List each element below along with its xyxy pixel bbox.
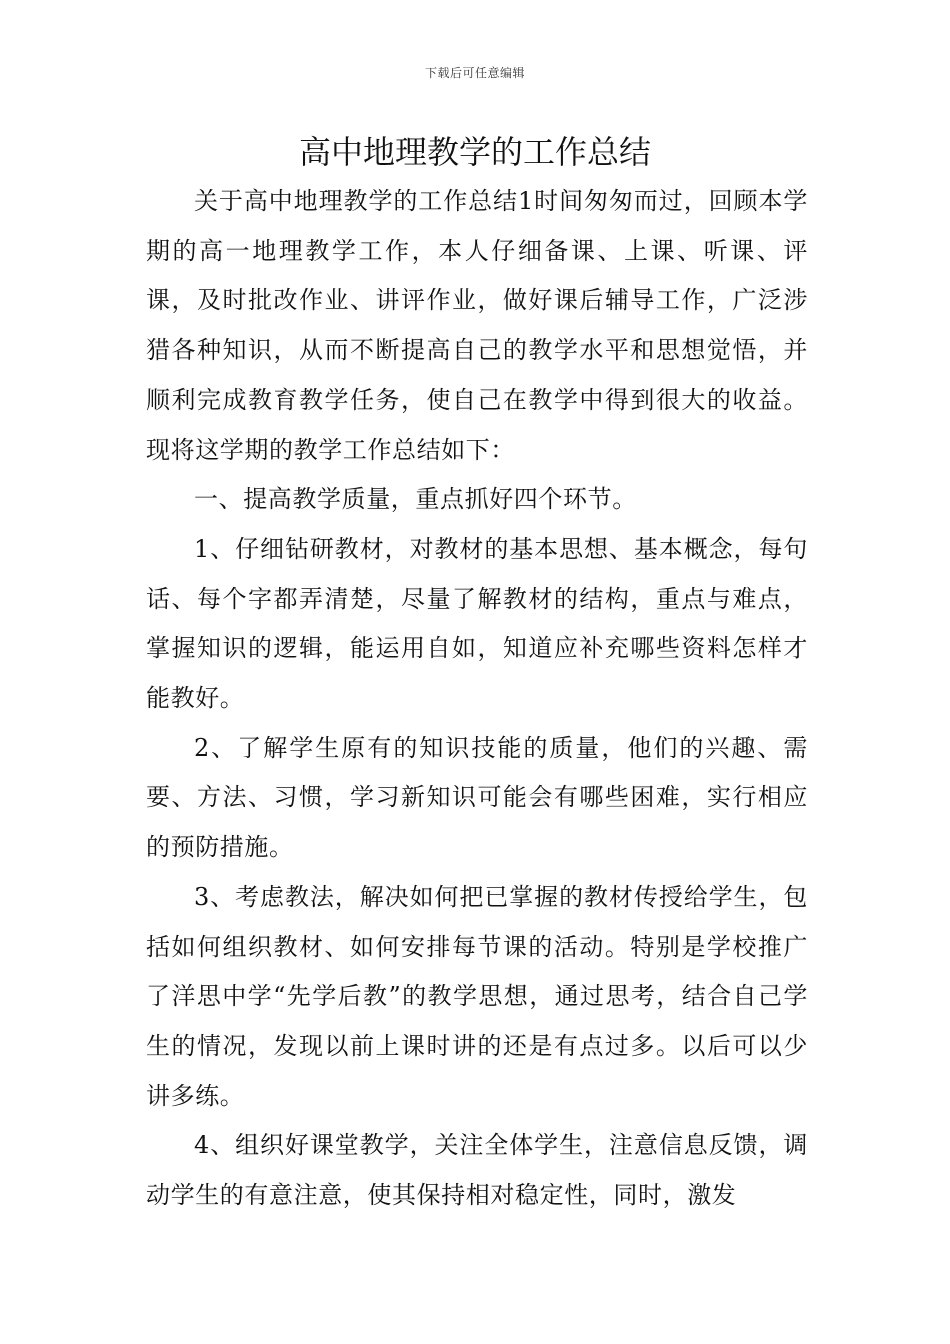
paragraph-point-4: 4、组织好课堂教学，关注全体学生，注意信息反馈，调动学生的有意注意，使其保持相对稳定性，同时，激发	[146, 1131, 808, 1210]
paragraph-point-1: 1、仔细钻研教材，对教材的基本思想、基本概念，每句话、每个字都弄清楚，尽量了解教材的结构，重点与难点，掌握知识的逻辑，能运用自如，知道应补充哪些资料怎样才能教好。	[146, 534, 808, 713]
header-note: 下载后可任意编辑	[424, 66, 525, 80]
document-title: 高中地理教学的工作总结	[298, 133, 651, 171]
paragraph-section-heading: 一、提高教学质量，重点抓好四个环节。	[194, 485, 637, 514]
paragraph-intro: 关于高中地理教学的工作总结1时间匆匆而过，回顾本学期的高一地理教学工作，本人仔细备课、上课、听课、评课，及时批改作业、讲评作业，做好课后辅导工作，广泛涉猎各种知识，从而不断提高自己的教学水平和思想觉悟，并顺利完成教育教学任务，使自己在教学中得到很大的收益。现将这学期的教学工作总结如下：	[146, 187, 808, 464]
document-body	[146, 177, 808, 1221]
paragraph-point-3: 3、考虑教法，解决如何把已掌握的教材传授给学生，包括如何组织教材、如何安排每节课的活动。特别是学校推广了洋思中学“先学后教”的教学思想，通过思考，结合自己学生的情况，发现以前上课时讲的还是有点过多。以后可以少讲多练。	[146, 882, 808, 1110]
paragraph-point-2: 2、了解学生原有的知识技能的质量，他们的兴趣、需要、方法、习惯，学习新知识可能会有哪些困难，实行相应的预防措施。	[146, 733, 808, 862]
